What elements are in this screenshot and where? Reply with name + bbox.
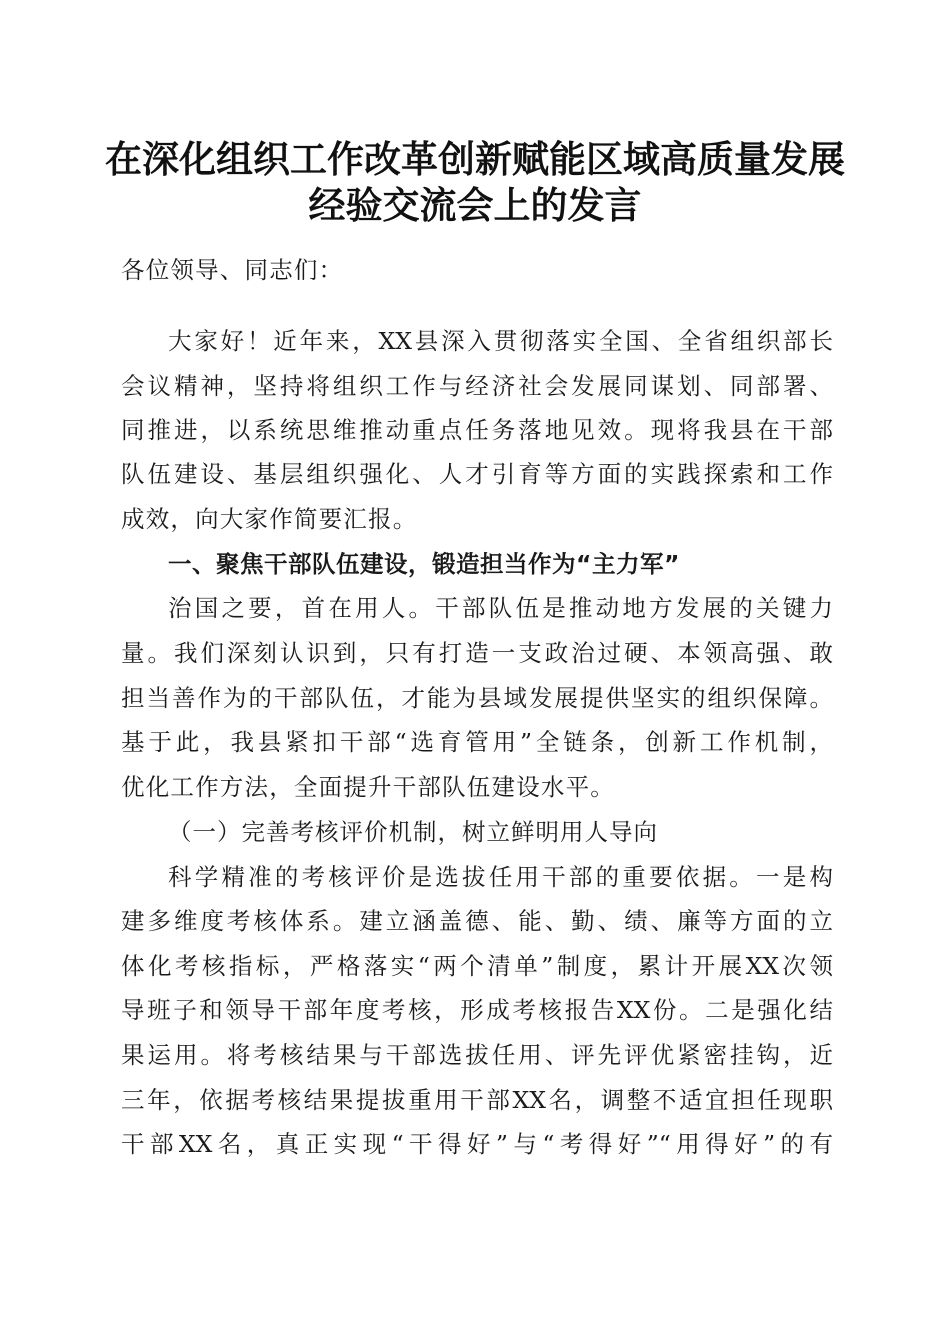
document-title-line-2: 经验交流会上的发言 [308,183,642,227]
intro-line-2: 会议精神，坚持将组织工作与经济社会发展同谋划、同部署、 [121,372,833,400]
subsection-1-line-4: 导班子和领导干部年度考核，形成考核报告XX份。二是强化结 [121,996,833,1024]
section-1-line-5: 优化工作方法，全面提升干部队伍建设水平。 [121,773,615,801]
subsection-1-line-6: 三年，依据考核结果提拔重用干部XX名，调整不适宜担任现职 [121,1086,833,1114]
subsection-1-heading: （一）完善考核评价机制，树立鲜明用人导向 [168,818,658,846]
subsection-1-line-5: 果运用。将考核结果与干部选拔任用、评先评优紧密挂钩，近 [121,1041,833,1069]
subsection-1-line-2: 建多维度考核体系。建立涵盖德、能、勤、绩、廉等方面的立 [121,907,833,935]
subsection-1-line-1: 科学精准的考核评价是选拔任用干部的重要依据。一是构 [168,863,833,891]
subsection-1-line-3: 体化考核指标，严格落实“两个清单”制度，累计开展XX次领 [121,952,833,980]
subsection-1-line-7: 干部XX名，真正实现“干得好”与“考得好”“用得好”的有 [121,1130,833,1158]
section-1-heading: 一、聚焦干部队伍建设，锻造担当作为“主力军” [168,550,680,578]
intro-line-3: 同推进，以系统思维推动重点任务落地见效。现将我县在干部 [121,416,833,444]
intro-line-5: 成效，向大家作简要汇报。 [121,505,418,533]
section-1-line-3: 担当善作为的干部队伍，才能为县域发展提供坚实的组织保障。 [121,684,833,712]
salutation: 各位领导、同志们： [121,256,344,284]
intro-line-4: 队伍建设、基层组织强化、人才引育等方面的实践探索和工作 [121,460,833,488]
section-1-line-4: 基于此，我县紧扣干部“选育管用”全链条，创新工作机制， [121,728,833,756]
section-1-line-2: 量。我们深刻认识到，只有打造一支政治过硬、本领高强、敢 [121,639,833,667]
section-1-line-1: 治国之要，首在用人。干部队伍是推动地方发展的关键力 [168,594,833,622]
intro-line-1: 大家好！近年来，XX县深入贯彻落实全国、全省组织部长 [168,327,833,355]
document-title-line-1: 在深化组织工作改革创新赋能区域高质量发展 [105,137,845,181]
